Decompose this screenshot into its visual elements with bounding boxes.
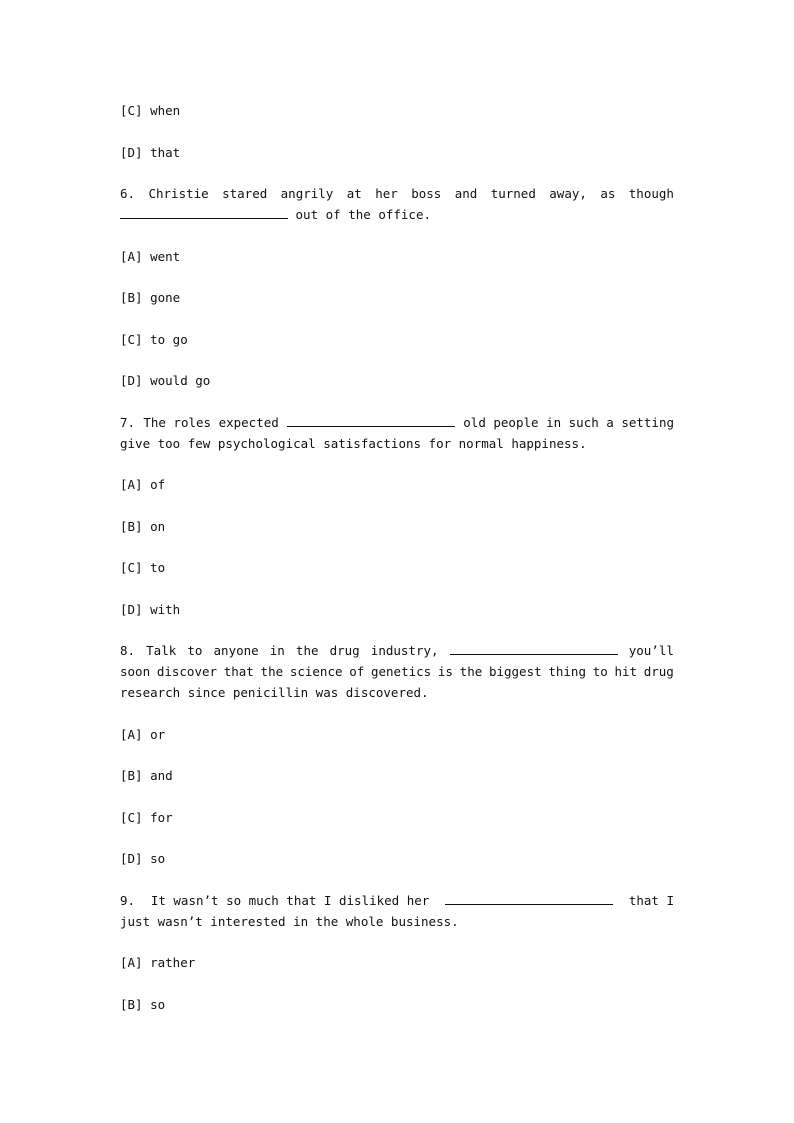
question-number: 7. — [120, 414, 136, 430]
word: boss — [411, 186, 442, 201]
word: industry, — [370, 643, 439, 658]
word: is — [437, 664, 453, 679]
option-text: would go — [150, 373, 211, 388]
option-b — [120, 287, 674, 308]
question-8-line-2 — [120, 661, 674, 682]
option-text: rather — [150, 955, 196, 970]
question-text: out of the office. — [295, 207, 431, 222]
option-c — [120, 329, 674, 350]
option-text: to — [150, 560, 166, 575]
word: soon — [120, 664, 151, 679]
option-c — [120, 100, 674, 121]
word: though — [628, 186, 674, 201]
word: genetics — [370, 664, 432, 679]
option-letter: [D] — [120, 851, 143, 866]
question-text: that I — [628, 892, 674, 908]
option-text: and — [150, 768, 173, 783]
word: biggest — [488, 664, 542, 679]
option-letter: [B] — [120, 768, 143, 783]
option-a — [120, 474, 674, 495]
option-text: with — [150, 601, 181, 617]
option-letter: [C] — [120, 560, 143, 575]
option-text: when — [150, 103, 181, 118]
answer-blank — [445, 890, 613, 905]
word: Christie — [148, 186, 209, 201]
option-b — [120, 994, 674, 1015]
option-d — [120, 848, 674, 869]
option-letter: [B] — [120, 290, 143, 305]
question-6-line-2 — [120, 204, 674, 225]
word: to — [592, 664, 608, 679]
question-7-line-1 — [120, 412, 674, 433]
option-text: went — [150, 248, 181, 264]
word: thing — [548, 664, 586, 679]
option-letter: [B] — [120, 996, 143, 1012]
question-7 — [120, 412, 674, 454]
option-d — [120, 142, 674, 163]
word: her — [375, 186, 398, 201]
word: and — [454, 186, 478, 201]
question-text: The roles expected — [143, 414, 279, 430]
option-d — [120, 599, 674, 620]
option-text: of — [150, 477, 166, 492]
option-letter: [C] — [120, 809, 143, 825]
option-text: on — [150, 518, 166, 534]
option-letter: [C] — [120, 331, 143, 347]
question-6 — [120, 183, 674, 225]
question-text: you’ll — [628, 643, 674, 658]
word: Talk — [146, 643, 177, 658]
option-letter: [B] — [120, 518, 143, 534]
word: away, — [549, 186, 587, 201]
word: the — [459, 664, 483, 679]
word: science — [289, 664, 343, 679]
option-b — [120, 765, 674, 786]
question-text: It wasn’t so much that I disliked her — [150, 892, 430, 908]
word: that — [223, 664, 254, 679]
option-text: so — [150, 851, 166, 866]
question-9-line-2 — [120, 911, 674, 932]
option-letter: [A] — [120, 477, 143, 492]
word: at — [346, 186, 362, 201]
option-c — [120, 807, 674, 828]
word: turned — [490, 186, 536, 201]
option-text: to go — [150, 331, 188, 347]
answer-blank — [120, 204, 288, 219]
word: hit — [614, 664, 638, 679]
word: of — [349, 664, 365, 679]
question-text: just wasn’t interested in the whole business. — [120, 913, 459, 929]
option-c — [120, 557, 674, 578]
word: in — [269, 643, 285, 658]
option-text: for — [150, 809, 173, 825]
option-letter: [A] — [120, 955, 143, 970]
question-number: 6. — [120, 186, 136, 201]
question-7-line-2 — [120, 433, 674, 454]
question-8-line-1 — [120, 640, 674, 661]
question-8-line-3 — [120, 682, 674, 703]
answer-blank — [287, 412, 455, 427]
word: discover — [156, 664, 218, 679]
word: drug — [643, 664, 674, 679]
option-a — [120, 952, 674, 973]
option-letter: [C] — [120, 103, 143, 118]
option-a — [120, 246, 674, 267]
option-text: that — [150, 144, 181, 160]
option-letter: [D] — [120, 144, 143, 160]
option-letter: [D] — [120, 373, 143, 388]
answer-blank — [450, 640, 618, 655]
word: to — [187, 643, 203, 658]
option-text: so — [150, 996, 166, 1012]
question-text: research since penicillin was discovered. — [120, 685, 429, 700]
question-text: give too few psychological satisfactions for normal happiness. — [120, 435, 587, 451]
option-d — [120, 370, 674, 391]
word: the — [295, 643, 319, 658]
question-number: 9. — [120, 892, 136, 908]
question-number: 8. — [120, 643, 136, 658]
word: as — [600, 186, 616, 201]
option-letter: [A] — [120, 248, 143, 264]
word: drug — [329, 643, 360, 658]
option-a — [120, 724, 674, 745]
question-8 — [120, 640, 674, 703]
question-6-line-1 — [120, 183, 674, 204]
question-9 — [120, 890, 674, 932]
option-letter: [A] — [120, 726, 143, 742]
word: stared — [222, 186, 268, 201]
option-letter: [D] — [120, 601, 143, 617]
option-text: gone — [150, 290, 181, 305]
word: angrily — [280, 186, 334, 201]
document-body — [120, 100, 674, 1035]
word: anyone — [213, 643, 259, 658]
question-9-line-1 — [120, 890, 674, 911]
option-text: or — [150, 726, 166, 742]
word: the — [260, 664, 284, 679]
option-b — [120, 516, 674, 537]
question-text: old people in such a setting — [463, 414, 674, 430]
